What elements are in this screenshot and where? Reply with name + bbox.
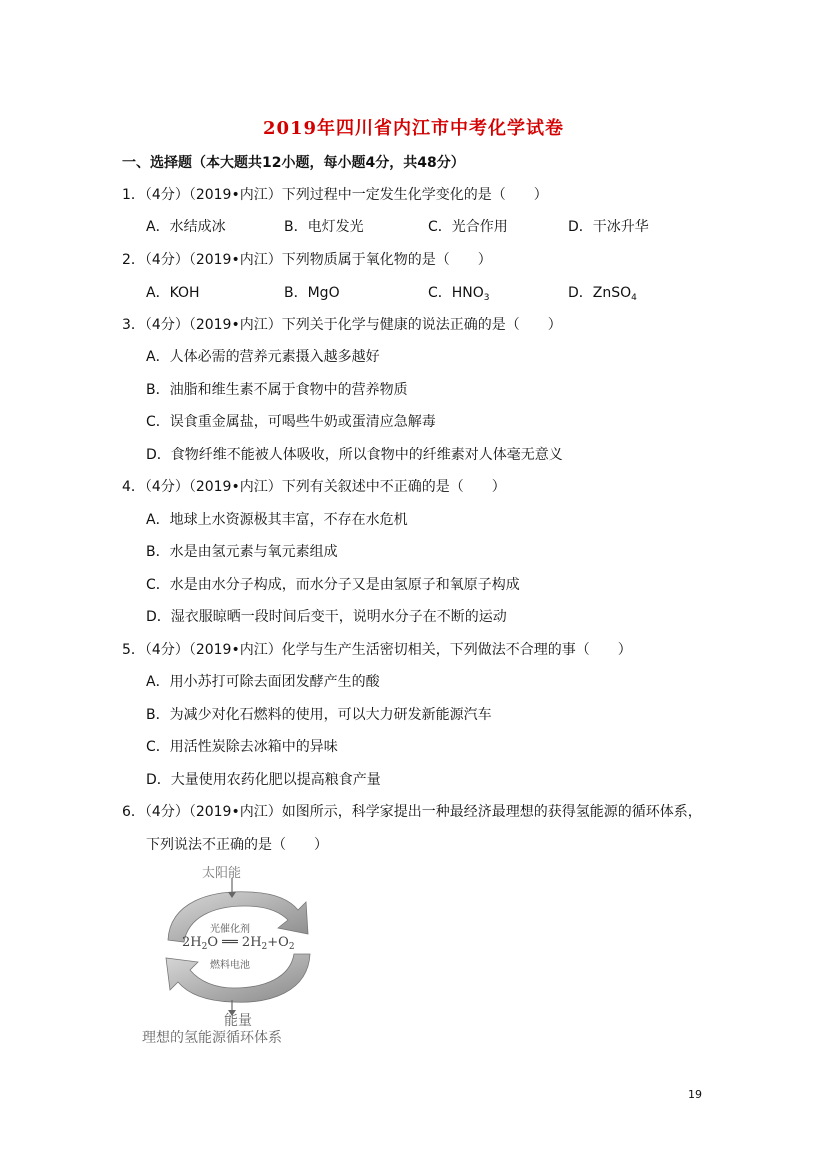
q4-option-b: B．水是由氢元素与氧元素组成 xyxy=(146,544,338,560)
q5-option-b: B．为减少对化石燃料的使用，可以大力研发新能源汽车 xyxy=(146,707,492,723)
section-heading: 一、选择题（本大题共12小题，每小题4分，共48分） xyxy=(122,155,465,171)
solar-energy-label: 太阳能 xyxy=(202,866,242,881)
question-5-stem: 5．（4分）（2019•内江）化学与生产生活密切相关，下列做法不合理的事（ ） xyxy=(122,642,632,658)
q5-option-d: D．大量使用农药化肥以提高粮食产量 xyxy=(146,772,381,788)
diagram-caption: 理想的氢能源循环体系 xyxy=(142,1030,282,1046)
q3-option-a: A．人体必需的营养元素摄入越多越好 xyxy=(146,349,380,365)
fuel-cell-label: 燃料电池 xyxy=(210,960,250,971)
energy-label: 能量 xyxy=(224,1013,252,1029)
q2-option-d: D．ZnSO$_4$ xyxy=(568,285,637,303)
question-6-stem: 6．（4分）（2019•内江）如图所示，科学家提出一种最经济最理想的获得氢能源的循环体系， xyxy=(122,804,702,820)
q2-option-c: C．$HNO_3$ xyxy=(428,285,490,303)
q4-option-d: D．湿衣服晾晒一段时间后变干，说明水分子在不断的运动 xyxy=(146,609,507,625)
q3-option-c: C．误食重金属盐，可喝些牛奶或蛋清应急解毒 xyxy=(146,414,436,430)
hydrogen-cycle-diagram xyxy=(140,862,330,1047)
q3-option-b: B．油脂和维生素不属于食物中的营养物质 xyxy=(146,382,408,398)
question-2-stem: 2．（4分）（2019•内江）下列物质属于氧化物的是（ ） xyxy=(122,252,492,268)
q1-option-a: A．水结成冰 xyxy=(146,219,226,235)
question-4-stem: 4．（4分）（2019•内江）下列有关叙述中不正确的是（ ） xyxy=(122,479,506,495)
question-1-stem: 1．（4分）（2019•内江）下列过程中一定发生化学变化的是（ ） xyxy=(122,187,548,203)
page-title: 2019年四川省内江市中考化学试卷 xyxy=(262,118,565,139)
question-3-stem: 3．（4分）（2019•内江）下列关于化学与健康的说法正确的是（ ） xyxy=(122,317,562,333)
q1-option-d: D．干冰升华 xyxy=(568,219,649,235)
q2-option-b: B．MgO xyxy=(284,285,340,301)
q2-option-a: A．KOH xyxy=(146,285,200,301)
reaction-equation: $2H_2O$ ══ $2H_2+O_2$ xyxy=(182,935,295,952)
q4-option-a: A．地球上水资源极其丰富，不存在水危机 xyxy=(146,512,408,528)
q3-option-d: D．食物纤维不能被人体吸收，所以食物中的纤维素对人体毫无意义 xyxy=(146,447,563,463)
q5-option-c: C．用活性炭除去冰箱中的异味 xyxy=(146,739,338,755)
q1-option-c: C．光合作用 xyxy=(428,219,508,235)
q4-option-c: C．水是由水分子构成，而水分子又是由氢原子和氧原子构成 xyxy=(146,577,520,593)
question-6-stem-continued: 下列说法不正确的是（ ） xyxy=(146,837,328,853)
catalyst-label: 光催化剂 xyxy=(210,924,250,935)
q1-option-b: B．电灯发光 xyxy=(284,219,364,235)
q5-option-a: A．用小苏打可除去面团发酵产生的酸 xyxy=(146,674,380,690)
page-number: 19 xyxy=(688,1088,702,1101)
